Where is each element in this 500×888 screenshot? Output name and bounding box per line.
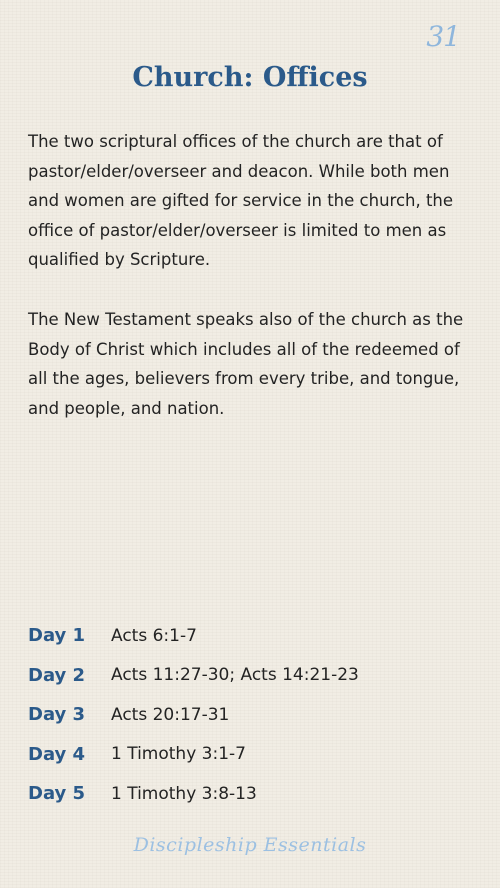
scripture-passage: 1 Timothy 3:8-13 <box>111 783 257 804</box>
day-label: Day 2 <box>28 664 86 686</box>
reading-day-2 <box>28 656 488 696</box>
scripture-passage: Acts 20:17-31 <box>111 704 230 725</box>
reading-day-5 <box>28 774 488 814</box>
day-label: Day 5 <box>28 783 86 805</box>
day-label: Day 1 <box>28 625 86 647</box>
scripture-passage: 1 Timothy 3:1-7 <box>111 744 246 765</box>
reading-plan <box>28 616 488 814</box>
page-number: 31 <box>426 20 460 53</box>
reading-day-3 <box>28 695 488 735</box>
day-label: Day 4 <box>28 743 86 765</box>
body-paragraph-offices: The two scriptural offices of the church are that of pastor/elder/overseer and deacon. While both men and women are gifted for service in the church, the office of pastor/elder/overseer is limited to men as qualified by Scripture. <box>28 132 454 269</box>
page-title: Church: Offices <box>132 62 368 93</box>
scripture-passage: Acts 11:27-30; Acts 14:21-23 <box>111 665 359 686</box>
reading-day-1 <box>28 616 488 656</box>
footer-brand: Discipleship Essentials <box>133 834 367 856</box>
reading-day-4 <box>28 735 488 775</box>
scripture-passage: Acts 6:1-7 <box>111 625 197 646</box>
body-paragraph-body-of-christ: The New Testament speaks also of the church as the Body of Christ which includes all of the redeemed of all the ages, believers from every tribe, and tongue, and people, and nation. <box>28 310 464 418</box>
day-label: Day 3 <box>28 704 86 726</box>
